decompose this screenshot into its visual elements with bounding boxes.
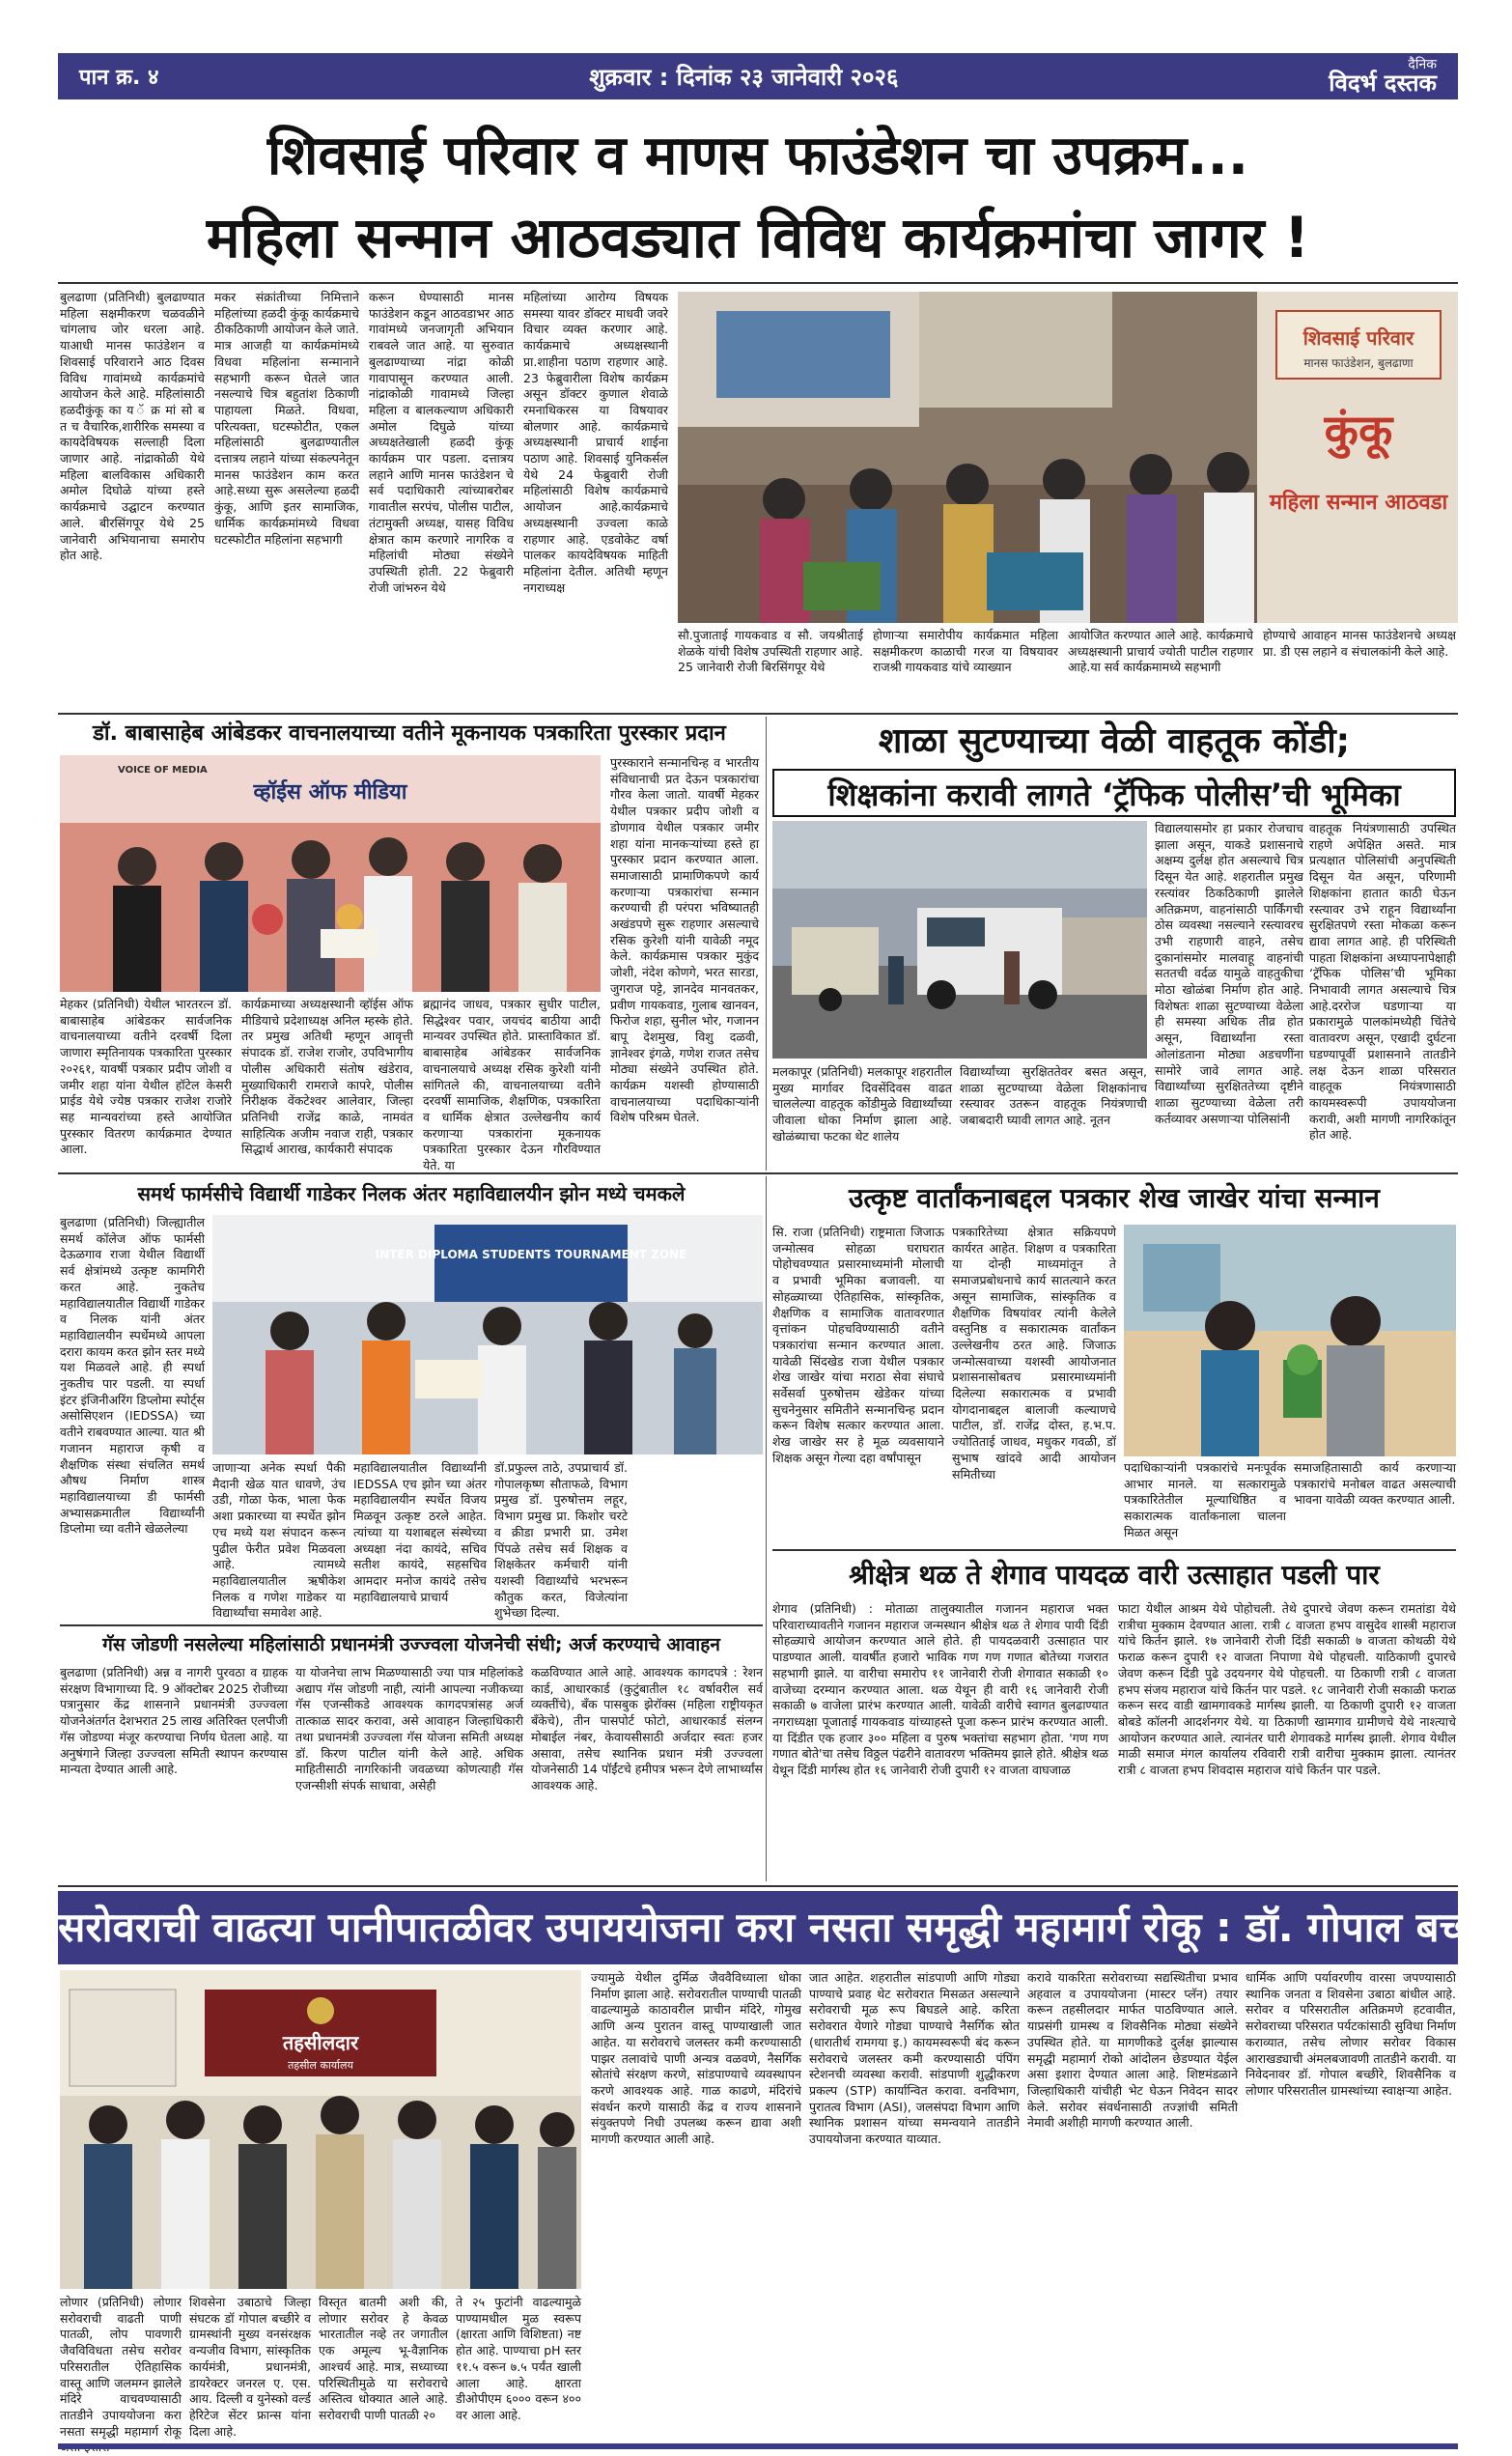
story7-col1: शेगाव (प्रतिनिधी) : मोताळा तालुक्यातील गजानन महाराज भक्त परिवाराच्यावतीने गजानन महाराज जन्मस्थान श्रीक्षेत्र थळ ते शेगाव पायी दिंडी सोहळ्याचे आयोजन करण्यात आले होते. ही पायदळवारी उत्साहात पार पाडण्यात आली. यावर्षीत हजारो भाविक गण गण गणात बोतेच्या गजरात सहभागी झाले. या वारीचा समारोप ११ जानेवारी रोजी शेगावात सकाळी १० वाजेच्या दरम्यान करण्यात आला. थळ येथून ही वारी १६ जानेवारी रोजी सकाळी ७ वाजेला प्रारंभ करण्यात आली. यावेळी वारीचे स्वागत बुलढाण्यात नगराध्यक्षा पूजाताई गायकवाड यांच्याहस्ते पूजा करून प्रारंभ करण्यात आली. या दिंडीत एक हजार ३०० महिला व पुरुष भक्तांचा सहभाग होता. 'गण गण गणात बोते'चा तसेच विठ्ठल पंढरीने वातावरण भक्तिमय झाले होते. श्रीक्षेत्र थळ येथून दिंडी मार्गस्थ होत १६ जानेवारी रोजी दुपारी १२ वाजता वाघजाळ — [772, 1601, 1108, 1778]
footer-bar — [58, 2443, 1458, 2449]
story1-col3: करून घेण्यासाठी मानस फाउंडेशन कडून आठवडाभर आठ गावांमध्ये जनजागृती अभियान राबवले जात आहे. या सुरुवात बुलढाण्याच्या नांद्रा कोळी गावापासून करण्यात आली. नांद्राकोळी गावामध्ये जिल्हा महिला व बालकल्याण अधिकारी अमोल दिघुळे यांच्या अध्यक्षतेखाली हळदी कुंकू कार्यक्रम पार पडला. दत्तात्रय लहाने आणि मानस फाउंडेशन चे सर्व पदाधिकारी त्यांच्याबरोबर गावातील सरपंच, पोलीस पाटील, तंटामुक्ती अध्यक्ष, यासह विविध क्षेत्रात काम करणारे नागरिक व महिलांची मोठ्या संख्येने उपस्थिती होती. 22 फेब्रुवारी रोजी जांभरुन येथे — [369, 290, 514, 595]
story2-banner-top: VOICE OF MEDIA — [118, 765, 208, 776]
story2-headline: डॉ. बाबासाहेब आंबेडकर वाचनालयाच्या वतीने मूकनायक पत्रकारिता पुरस्कार प्रदान — [93, 721, 726, 746]
story3-col-a: विद्यालयासमोर हा प्रकार रोजचाच झाला असून, याकडे प्रशासनाचे अक्षम्य दुर्लक्ष होत असल्याचे चित्र दिसून येत आहे. शहरातील प्रमुख रस्त्यांवर ठिकठिकाणी झालेले अतिक्रमण, वाहनांसाठी पार्किंगची ठोस व्यवस्था नसल्याने रस्त्यावरच उभी राहणारी वाहने, तसेच दुकानांसमोर मालवाहू वाहनांची सततची वर्दळ यामुळे वाहतुकीचा मोठा खोळंबा निर्माण होत आहे. विशेषतः शाळा सुटण्याच्या वेळेला ही समस्या अधिक तीव्र होत असून, विद्यार्थ्यांना रस्ता ओलांडताना मोठ्या अडचणींना सामोरे जावे लागत आहे. विद्यार्थ्यांच्या सुरक्षिततेच्या दृष्टीने शाळा सुटण्याच्या वेळेला तरी कर्तव्यावर असणाऱ्या पोलिसांनी — [1155, 821, 1303, 1126]
story8-col7: करावे याकरिता सरोवराच्या सद्यस्थितीचा प्रभाव अहवाल व उपाययोजना (मास्टर प्लॅन) तयार करून तहसीलदार मार्फत पाठविण्यात आले. याप्रसंगी ग्रामस्थ व शिवसैनिक मोठ्या संख्येने उपस्थित होते. या मागणीकडे दुर्लक्ष झाल्यास समृद्धी महामार्ग रोको आंदोलन छेडण्यात येईल असा इशारा देण्यात आला आहे. शिष्टमंडळाने जिल्हाधिकारी यांचीही भेट घेऊन निवेदन सादर केले. सरोवर संवर्धनासाठी तज्ज्ञांची समिती नेमावी अशीही मागणी करण्यात आली. — [1027, 1970, 1238, 2131]
story1-caption-3: आयोजित करण्यात आले आहे. कार्यक्रमाचे अध्यक्षस्थानी प्राचार्य ज्योती पाटील राहणार आहे.या सर्व कार्यक्रमामध्ये सहभागी — [1068, 628, 1253, 675]
story4-photo — [1124, 1225, 1456, 1456]
story2-col2: कार्यक्रमाच्या अध्यक्षस्थानी व्हॉईस ऑफ मीडियाचे प्रदेशाध्यक्ष अनिल म्हस्के होते. तर प्रमुख अतिथी म्हणून आवृत्ती संपादक डॉ. राजेश राजोर, उपविभागीय पोलीस अधिकारी संतोष खंडेराव, मुख्याधिकारी रामराजे कापरे, पोलीस निरीक्षक वेंकटेश्वर आलेवार, जिल्हा प्रतिनिधी राजेंद्र काळे, नामवंत साहित्यिक अजीम नवाज राही, पत्रकार सिद्धार्थ आराख, कार्यकारी संपादक — [241, 997, 413, 1157]
story5-photo-banner: INTER DIPLOMA STUDENTS TOURNAMENT ZONE — [375, 1248, 687, 1261]
story8-headline: सरोवराची वाढत्या पानीपातळीवर उपाययोजना करा नसता समृद्धी महामार्ग रोकू : डॉ. गोपाल बच्छीरे — [58, 1891, 1458, 1964]
story7-headline: श्रीक्षेत्र थळ ते शेगाव पायदळ वारी उत्साहात पडली पार — [849, 1559, 1380, 1591]
issue-date: शुक्रवार : दिनांक २३ जानेवारी २०२६ — [589, 63, 899, 91]
story1-sign-sub: मानस फाउंडेशन, बुलढाणा — [1303, 356, 1414, 370]
story4-col3: पदाधिकाऱ्यांनी पत्रकारांचे मनःपूर्वक आभार मानले. या सत्कारामुळे पत्रकारितेतील मूल्याधिष्ठित व सकारात्मक वार्तांकनाला चालना मिळत असून — [1124, 1460, 1286, 1539]
story5-col4: डॉ.प्रफुल्ल ताठे, उपप्राचार्य डॉ. गोपालकृष्ण सौताफळे, विभाग प्रमुख डॉ. पुरुषोत्तम लहूर, विभाग प्रमुख प्रा. किशोर चरटे व क्रीडा प्रभारी प्रा. उमेश पिंपळे तसेच सर्व शिक्षक व शिक्षकेतर कर्मचारी यांनी यशस्वी विद्यार्थ्यांचे भरभरून कौतुक करत, विजेत्यांना शुभेच्छा दिल्या. — [494, 1460, 628, 1621]
story2-side-text: पुरस्काराने सन्मानचिन्ह व भारतीय संविधानाची प्रत देऊन पत्रकारांचा गौरव केला जातो. यावर्षी मेहकर येथील पत्रकार प्रदीप जोशी व डोणगाव येथील पत्रकार जमीर शहा यांना मानकऱ्यांच्या हस्ते हा पुरस्कार प्रदान करण्यात आला. समाजासाठी प्रामाणिकपणे कार्य करणाऱ्या पत्रकारांचा सन्मान करण्याची ही परंपरा भविष्यातही अखंडपणे सुरू राहणार असल्याचे रसिक कुरेशी यांनी यावेळी नमूद केले. कार्यक्रमास पत्रकार मुकुंद जोशी, नंदेश कोणगे, भरत सारडा, जुगराज पट्टे, ज्ञानदेव मानवतकर, प्रवीण गायकवाड, गुलाब खानवन, फिरोज शहा, सुनील भोर, गजानन बापू देशमुख, विशु दळवी, ज्ञानेश्वर इंगळे, गणेश राजत तसेच मोठ्या संख्येने उपस्थित होते. कार्यक्रम यशस्वी होण्यासाठी वाचनालयाच्या पदाधिकाऱ्यांनी विशेष परिश्रम घेतले. — [610, 755, 759, 1125]
story2-photo — [60, 755, 601, 992]
newspaper-brand — [1329, 58, 1437, 95]
story1-caption-1: सौ.पुजाताई गायकवाड व सौ. जयश्रीताई शेळके यांची विशेष उपस्थिती राहणार आहे. 25 जानेवारी रोजी बिरसिंगपूर येथे — [678, 628, 863, 675]
brand-name: विदर्भ दस्तक — [1329, 70, 1437, 97]
story8-col5: ज्यामुळे येथील दुर्मिळ जैववैविध्याला धोका निर्माण झाला आहे. सरोवरातील पाण्याची पातळी वाढल्यामुळे काठावरील प्राचीन मंदिरे, गोमुख आणि अन्य पुरातन वास्तू पाण्याखाली जात आहेत. या सरोवराचे जलस्तर कमी करण्यासाठी पाझर तलावांचे पाणी अन्यत्र वळवणे, नैसर्गिक स्रोतांचे संरक्षण करणे, सांडपाण्याचे व्यवस्थापन करणे आवश्यक आहे. गाळ काढणे, मंदिरांचे संवर्धन करणे यासाठी केंद्र व राज्य शासनाने संयुक्तपणे निधी उपलब्ध करून द्यावा अशी मागणी करण्यात आली आहे. — [591, 1970, 801, 2147]
story3-col-d: विद्यार्थ्यांच्या सुरक्षिततेवर बसत असून, शाळा सुटण्याच्या वेळेला शिक्षकांनाच रस्त्यावर उतरून वाहतूक नियंत्रणाची जबाबदारी घ्यावी लागत आहे. नूतन — [960, 1064, 1147, 1128]
story1-banner-text: महिला सन्मान आठवडा — [1269, 491, 1448, 515]
story4-photo-art — [1124, 1225, 1456, 1456]
story8-sign: तहसीलदार — [282, 2031, 359, 2054]
divider — [58, 282, 1458, 284]
story7-col2: फाटा येथील आश्रम येथे पोहोचली. तेथे दुपारचे जेवण करून रामतांडा येथे रात्रीचा मुक्काम देवण्यात आला. रात्री ८ वाजता हभप वासुदेव शास्त्री महाराज यांचे किर्तन झाले. १७ जानेवारी रोजी दिंडी सकाळी ७ वाजता कोथळी येथे फराळ करून दुपारी १२ वाजता निपाणा येथे पोहचली. याठिकाणी दुपारचे जेवण करून दिंडी पुढे उदयनगर येथे पोहचली. या ठिकाणी रात्री ८ वाजता हभप संजय महाराज यांचे किर्तन पार पडले. १८ जानेवारी रोजी सकाळी फराळ करून सरद वाडी खामगावकडे मार्गस्थ झाली. या ठिकाणी दुपारी १२ वाजता बोबडे कॉलनी आदर्शनगर येथे. या ठिकाणी खामगाव ग्रामीणचे येथे नाश्त्याचे आयोजन करण्यात आले. त्यानंतर घारी शेगावकडे मार्गस्थ झाली. शेगाव येथील माळी समाज मंगल कार्यालय रविवारी रात्री वारीचा मुक्काम झाला. त्यानंतर रात्री ८ वाजता हभप शिवदास महाराज यांचे किर्तन पार पडले. — [1118, 1601, 1456, 1778]
story1-caption-2: होणाऱ्या समारोपीय कार्यक्रमात महिला सक्षमीकरण काळाची गरज या विषयावर राजश्री गायकवाड यांचे व्याख्यान — [873, 628, 1058, 675]
story1-col2: मकर संक्रांतीच्या निमित्ताने महिलांच्या हळदी कुंकू कार्यक्रमाचे ठीकठिकाणी आयोजन केले जाते. मात्र आजही या कार्यक्रमांमध्ये विधवा महिलांना सन्मानाने सहभागी करून घेतले जात नसल्याचे चित्र बहुतांश ठिकाणी पाहायला मिळते. विधवा, परित्यक्ता, घटस्फोटीत, एकल महिलांसाठी बुलढाण्यातील दत्तात्रय लहाने यांच्या संकल्पनेतून मानस फाउंडेशन काम करत आहे.सध्या सुरू असलेल्या हळदी कुंकू, आणि इतर सामाजिक, धार्मिक कार्यक्रमांमध्ये विधवा घटस्फोटीत महिलांना सहभागी — [214, 290, 359, 547]
story8-col3: विस्तृत बातमी अशी की, लोणार सरोवर हे केवळ भारतातील नव्हे तर जगातील एक अमूल्य भू-वैज्ञानिक आश्चर्य आहे. मात्र, सध्याच्या परिस्थितीमुळे या सरोवराचे अस्तित्व धोक्यात आले आहे. सरोवराची पाणी पातळी २० — [319, 2295, 448, 2422]
story5-headline: समर्थ फार्मसीचे विद्यार्थी गाडेकर निलक अंतर महाविद्यालयीन झोन मध्ये चमकले — [137, 1182, 686, 1205]
story6-col1: बुलढाणा (प्रतिनिधी) अन्न व नागरी पुरवठा व ग्राहक संरक्षण विभागाच्या दि. 9 ऑक्टोबर 2025 रोजीच्या पत्रानुसार केंद्र शासनाने प्रधानमंत्री उज्ज्वला योजनेअंतर्गत देशभरात 25 लाख अतिरिक्त एलपीजी गॅस जोडण्या मंजूर करण्याचा निर्णय घेतला आहे. या अनुषंगाने जिल्हा उज्ज्वला समिती स्थापन करण्यास मान्यता देण्यात आली आहे. — [60, 1665, 288, 1777]
story1-headline-2: महिला सन्मान आठवड्यात विविध कार्यक्रमांचा जागर ! — [206, 205, 1310, 270]
story1-caption-4: होण्याचे आवाहन मानस फाउंडेशनचे अध्यक्ष प्रा. डी एस लहाने व संचालकांनी केले आहे. — [1263, 628, 1456, 659]
story6-col2: या योजनेचा लाभ मिळण्यासाठी ज्या पात्र महिलांकडे अद्याप गॅस जोडणी नाही, त्यांनी आपल्या नजीकच्या गॅस एजन्सीकडे आवश्यक कागदपत्रांसह अर्ज तात्काळ सादर करावा, असे आवाहन जिल्हाधिकारी तथा प्रधानमंत्री उज्ज्वला गॅस योजना समिती अध्यक्ष डॉ. किरण पाटील यांनी केले आहे. अधिक माहितीसाठी नागरिकांनी जवळच्या कोणत्याही गॅस एजन्सीशी संपर्क साधावा, असेही — [295, 1665, 523, 1793]
story8-col2: शिवसेना उबाठाचे जिल्हा संघटक डॉ गोपाल बच्छीरे व ग्रामस्थांनी मुख्य वनसंरक्षक वन्यजीव विभाग, सांस्कृतिक कार्यमंत्री, प्रधानमंत्री, डायरेक्टर जनरल ए. एस. आय. दिल्ली व युनेस्को वर्ल्ड हेरिटेज सेंटर फ्रान्स यांना दिला आहे. — [189, 2295, 311, 2439]
story8-photo — [60, 1970, 581, 2289]
story1-photo — [678, 292, 1458, 623]
story6-headline: गॅस जोडणी नसलेल्या महिलांसाठी प्रधानमंत्री उज्ज्वला योजनेची संधी; अर्ज करण्याचे आवाहन — [102, 1634, 720, 1655]
story5-col1: बुलढाणा (प्रतिनिधी) जिल्ह्यातील समर्थ कॉलेज ऑफ फार्मसी देऊळगाव राजा येथील विद्यार्थी सर्व क्षेत्रांमध्ये उत्कृष्ट कामगिरी करत आहे. नुकतेच महाविद्यालयातील विद्यार्थी गाडेकर व निलक यांनी अंतर महाविद्यालयीन स्पर्धेमध्ये आपला दरारा कायम करत झोन स्तर मध्ये यश मिळवले आहे. ही स्पर्धा नुकतीच पार पडली. या स्पर्धा इंटर इंजिनीअरिंग डिप्लोमा स्पोर्ट्स असोसिएशन (IEDSSA) च्या वतीने राबवण्यात आल्या. यात श्री गजानन महाराज कृषी व शैक्षणिक संस्था संचलित समर्थ औषध निर्माण शास्त्र महाविद्यालयाच्या डी फार्मसी अभ्यासक्रमातील विद्यार्थ्यांनी डिप्लोमा च्या वतीने खेळलेल्या — [60, 1215, 205, 1537]
story3-headline-1: शाळा सुटण्याच्या वेळी वाहतूक कोंडी; — [878, 721, 1351, 761]
story6-col3: कळविण्यात आले आहे. आवश्यक कागदपत्रे : रेशन कार्ड, आधारकार्ड (कुटुंबातील १८ वर्षावरील सर्व व्यक्तींचे), बँक पासबुक झेरॉक्स (महिला राष्ट्रीयकृत बँकेचे), तीन पासपोर्ट फोटो, आधारकार्ड संलग्न मोबाईल नंबर, केवायसीसाठी अर्जदार स्वतः हजर असावा, तसेच स्थानिक प्रधान मंत्री उज्ज्वला योजनेसाठी 14 पॉईंटचे हमीपत्र भरून देणे लाभार्थ्यांस आवश्यक आहे. — [531, 1665, 763, 1793]
divider — [58, 1885, 1458, 1887]
story3-headline-2: शिक्षकांना करावी लागते ‘ट्रॅफिक पोलीस’ची भूमिका — [772, 769, 1456, 817]
story4-headline: उत्कृष्ट वार्तांकनाबद्दल पत्रकार शेख जाखेर यांचा सन्मान — [849, 1182, 1380, 1214]
divider — [58, 713, 1458, 715]
column-divider — [766, 1176, 767, 1881]
story5-photo-art — [212, 1215, 763, 1454]
story5-photo — [212, 1215, 763, 1454]
story2-col3: ब्रह्मानंद जाधव, पत्रकार सुधीर पाटील, सिद्धेश्वर पवार, जयचंद बाठीया आदी मान्यवर उपस्थित होते. प्रास्ताविकात डॉ. बाबासाहेब आंबेडकर सार्वजनिक वाचनालयाचे अध्यक्ष रसिक कुरेशी यांनी सांगितले की, वाचनालयाच्या वतीने दरवर्षी सामाजिक, शैक्षणिक, पत्रकारिता व धार्मिक क्षेत्रात उल्लेखनीय कार्य करणाऱ्या पत्रकारांना मूकनायक पत्रकारिता पुरस्कार देऊन गौरविण्यात येते. या — [423, 997, 601, 1173]
story8-col1: लोणार (प्रतिनिधी) लोणार सरोवराची वाढती पाणी पातळी, लोप पावणारी जैवविविधता तसेच सरोवर परिसरातील ऐतिहासिक वास्तू आणि जलमग्न झालेले मंदिरे वाचवण्यासाठी तातडीने उपाययोजना करा नसता समृद्धी महामार्ग रोकू — [60, 2295, 182, 2439]
story8-sign-sub: तहसील कार्यालय — [288, 2059, 353, 2072]
story1-col1: बुलढाणा (प्रतिनिधी) बुलढाण्यात महिला सक्षमीकरण चळवळीने चांगलाच जोर धरला आहे. याआधी मानस फाउंडेशन व शिवसाई परिवाराने आठ दिवस विविध गावांमध्ये कार्यक्रमांचे आयोजन केले आहे. महिलांसाठी हळदीकुंकू का य ॅ क्र मां सो ब त च वैचारिक,शारीरिक समस्या व कायदेविषयक सल्लाही दिला जाणार आहे. नांद्राकोळी येथे महिला बालविकास अधिकारी अमोल दिघोळे यांच्या हस्ते कार्यक्रमाचे उद्घाटन करण्यात आले. बीरसिंगपूर येथे 25 जानेवारी अभियानाचा समारोप होत आहे. — [60, 290, 205, 563]
divider — [58, 1172, 1458, 1174]
story2-photo-art — [60, 755, 601, 992]
story3-photo — [772, 821, 1147, 1059]
story1-banner-kumkum: कुंकू — [1324, 405, 1393, 457]
story2-banner: व्हॉईस ऑफ मीडिया — [253, 780, 407, 805]
divider — [60, 1624, 763, 1626]
story8-col4: ते २५ फुटांनी वाढल्यामुळे पाण्यामधील मुळ स्वरूप (क्षारता आणि विशिष्टता) नष्ट होत आहे. पाण्याचा pH स्तर ११.५ वरून ७.५ पर्यंत खाली आला आहे. क्षारता डीओपीएम ६००० वरून ४०० वर आला आहे. — [456, 2295, 581, 2422]
brand-small: दैनिक — [1408, 57, 1437, 72]
story4-col4: समाजहितासाठी कार्य करणाऱ्या पत्रकारांचे मनोबल वाढत असल्याची भावना यावेळी व्यक्त करण्यात आली. — [1294, 1460, 1456, 1508]
story3-col-b: वाहतूक नियंत्रणासाठी उपस्थित राहणे अपेक्षित असते. मात्र प्रत्यक्षात पोलिसांची अनुपस्थिती दिसून येत असून, परिणामी शिक्षकांना हातात काठी घेऊन रस्त्यावर उभे राहून विद्यार्थ्यांना सुरक्षितपणे रस्ता मोकळा करून द्यावा लागत आहे. ही परिस्थिती पाहता शिक्षकांना अध्यापनापेक्षाही ‘ट्रॅफिक पोलिस’ची भूमिका निभावावी लागत असल्याचे चित्र आहे.दररोज घडणाऱ्या या प्रकारामुळे पालकांमध्येही चिंतेचे वातावरण असून, एखादी दुर्घटना घडण्यापूर्वी प्रशासनाने तातडीने लक्ष देऊन शाळा परिसरात वाहतूक नियंत्रणासाठी कायमस्वरूपी उपाययोजना करावी, अशी मागणी नागरिकांतून होत आहे. — [1309, 821, 1456, 1143]
story4-col1: सि. राजा (प्रतिनिधी) राष्ट्रमाता जिजाऊ जन्मोत्सव सोहळा घराघरात पोहोचवण्यात प्रसारमाध्यमांनी मोलाची व प्रभावी भूमिका बजावली. या सोहळ्याच्या ऐतिहासिक, सांस्कृतिक, शैक्षणिक व सामाजिक वातावरणात वृत्तांकन पोहचविण्यासाठी वतीने पत्रकारांचा सन्मान करण्यात आला. यावेळी सिंदखेड राजा येथील पत्रकार शेख जाखेर यांचा मराठा सेवा संघाचे सर्वेसर्वा पुरुषोत्तम खेडेकर यांच्या सुचनेनुसार समितीने सन्मानचिन्ह प्रदान करून विशेष सत्कार करण्यात आला. शेख जाखेर सर हे मूळ व्यवसायाने शिक्षक असून गेल्या दहा वर्षांपासून — [772, 1225, 944, 1465]
masthead — [58, 53, 1458, 99]
story3-col-c: मलकापूर (प्रतिनिधी) मलकापूर शहरातील मुख्य मार्गावर दिवसेंदिवस वाढत चाललेल्या वाहतूक कोंडीमुळे विद्यार्थ्यांच्या जीवाला धोका निर्माण झाला आहे. खोळंब्याचा फटका थेट शालेय — [772, 1064, 952, 1143]
story3-photo-art — [772, 821, 1147, 1059]
story2-col1: मेहकर (प्रतिनिधी) येथील भारतरत्न डॉ. बाबासाहेब आंबेडकर सार्वजनिक वाचनालयाच्या वतीने दरवर्षी दिला जाणारा स्मृतिनायक पत्रकारिता पुरस्कार २०२६१, यावर्षी पत्रकार प्रदीप जोशी व जमीर शहा यांना येथील हॉटेल केसरी प्राईड येथे ज्येष्ठ पत्रकार राजेश राजोरे सह मान्यवरांच्या हस्ते आयोजित पुरस्कार वितरण कार्यक्रमात देण्यात आला. — [60, 997, 232, 1157]
story1-photo-art — [678, 292, 1458, 623]
story1-col4: महिलांच्या आरोग्य विषयक समस्या यावर डॉक्टर माधवी जवरे विचार व्यक्त करणार आहे. कार्यक्रमाचे अध्यक्षस्थानी प्रा.शाहीना पठाण राहणार आहे. 23 फेब्रुवारीला विशेष कार्यक्रम असून डॉक्टर कुणाल शेवाळे रमनाथिकरस या विषयावर बोलणार आहे. कार्यक्रमाचे अध्यक्षस्थानी प्राचार्य शाईना पठाण आहे. शिवसाई युनिकर्सल येथे 24 फेब्रुवारी रोजी महिलांसाठी विशेष कार्यक्रमाचे आयोजन आहे.कार्यक्रमाचे अध्यक्षस्थानी उज्वला काळे राहणार आहे. एडवोकेट वर्षा पालकर कायदेविषयक माहिती महिलांना देतील. अतिथी म्हणून नगराध्यक्ष — [523, 290, 668, 595]
divider — [772, 1549, 1456, 1551]
story8-col8: धार्मिक आणि पर्यावरणीय वारसा जपण्यासाठी स्थानिक जनता व शिवसेना उबाठा बांधील आहे. सरोवर व परिसरातील अतिक्रमणे हटवावीत, सरोवराच्या परिसरात पर्यटकांसाठी सुविधा निर्माण कराव्यात, तसेच लोणार सरोवर विकास आराखड्याची अंमलबजावणी तातडीने करावी. या निवेदनावर डॉ. गोपाल बच्छीरे, शिवसैनिक व लोणार परिसरातील ग्रामस्थांच्या स्वाक्षऱ्या आहेत. — [1246, 1970, 1456, 2098]
story8-col6: जात आहेत. शहरातील सांडपाणी आणि गोड्या पाण्याचे प्रवाह थेट सरोवरात मिसळत असल्याने सरोवराची मूळ रूप बिघडले आहे. करिता सरोवरात येणारे गोड्या पाण्याचे नैसर्गिक स्रोत (धारातीर्थ रामगया इ.) कायमस्वरूपी बंद करून सरोवराचे जलस्तर कमी करण्यासाठी पंपिंग स्टेशनची व्यवस्था करावी. सांडपाणी शुद्धीकरण प्रकल्प (STP) कार्यान्वित करावा. वनविभाग, पुरातत्व विभाग (ASI), जलसंपदा विभाग आणि स्थानिक प्रशासन यांच्या समन्वयाने तातडीने उपाययोजना करण्यात याव्यात. — [809, 1970, 1020, 2147]
story5-col3: महाविद्यालयातील विद्यार्थ्यांनी IEDSSA एच झोन च्या अंतर महाविद्यालयीन स्पर्धेत विजय मिळवून उत्कृष्ट ठरले आहेत. त्यांच्या या यशाबद्दल संस्थेच्या अध्यक्षा नंदा कायंदे, सचिव सतीश कायंदे, सहसचिव आमदार मनोज कायंदे तसेच महाविद्यालयाचे प्राचार्य — [353, 1460, 487, 1604]
story8-photo-art — [60, 1970, 581, 2289]
story4-col2: पत्रकारितेच्या क्षेत्रात सक्रियपणे कार्यरत आहेत. शिक्षण व पत्रकारिता या दोन्ही माध्यमांतून ते समाजप्रबोधनाचे कार्य सातत्याने करत असून सामाजिक, सांस्कृतिक व शैक्षणिक विषयांवर त्यांनी केलेले वस्तुनिष्ठ व सकारात्मक वार्तांकन उल्लेखनीय ठरत आहे. जिजाऊ जन्मोत्सवाच्या यशस्वी आयोजनात प्रशासनासोबतच प्रसारमाध्यमांनी दिलेल्या सकारात्मक व प्रभावी योगदानाबद्दल बालाजी कल्याणचे पाटील, डॉ. राजेंद्र दोस्त, ह.भ.प. ज्योतिताई जाधव, मधुकर गवळी, डॉ सुभाष खांदवे आदी आयोजन समितीच्या — [952, 1225, 1116, 1482]
story1-sign-title: शिवसाई परिवार — [1302, 326, 1414, 350]
story5-col2: जाणाऱ्या अनेक स्पर्धा पैकी मैदानी खेळ यात धावणे, उंच उडी, गोळा फेक, भाला फेक अशा प्रकारच्या या स्पर्धेत झोन एच मध्ये यश संपादन करून पुढील फेरीत प्रवेश मिळवला आहे. त्यामध्ये महाविद्यालयातील ऋषीकेश निलक व गणेश गाडेकर या विद्यार्थ्यांचा समावेश आहे. — [212, 1460, 346, 1621]
page-number: पान क्र. ४ — [79, 66, 159, 90]
story1-headline-1: शिवसाई परिवार व माणस फाउंडेशन चा उपक्रम... — [266, 125, 1249, 187]
column-divider — [766, 717, 767, 1171]
